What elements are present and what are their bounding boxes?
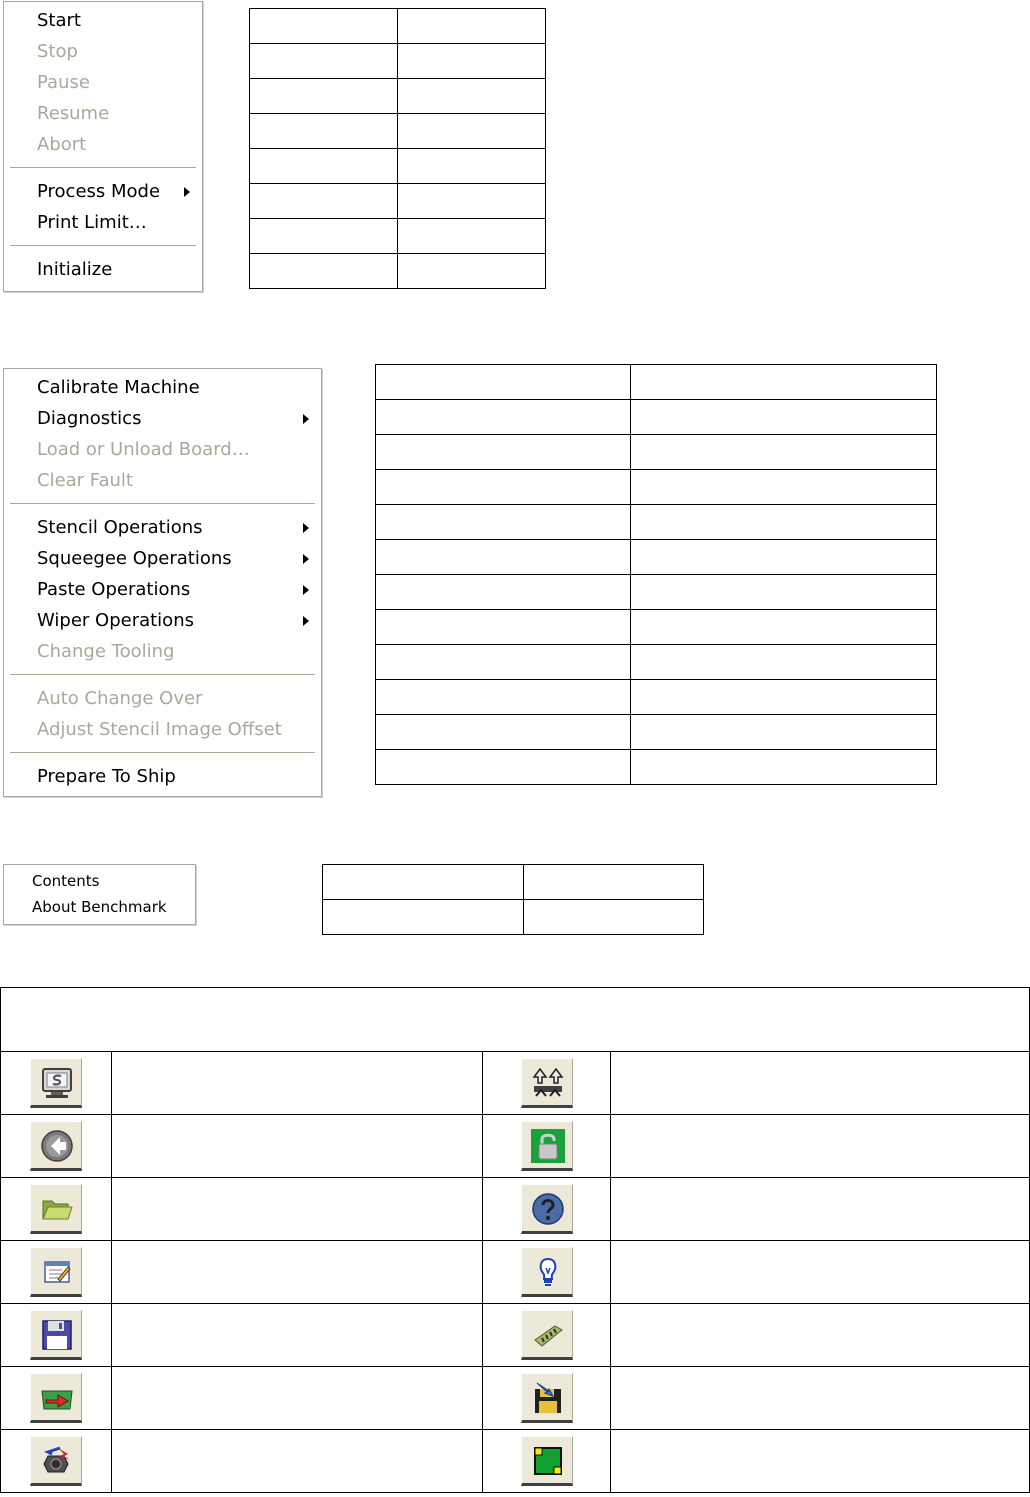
table-row bbox=[250, 44, 546, 79]
table-cell bbox=[376, 505, 631, 540]
table-row bbox=[250, 219, 546, 254]
table-row bbox=[376, 610, 937, 645]
table-row bbox=[250, 254, 546, 289]
table-row bbox=[376, 715, 937, 750]
padlock-icon[interactable] bbox=[521, 1121, 573, 1171]
icon-cell bbox=[483, 1367, 611, 1430]
open-folder-icon[interactable] bbox=[30, 1184, 82, 1234]
table-cell bbox=[250, 184, 398, 219]
table-row bbox=[1, 1241, 1030, 1304]
menu-item-label: Stencil Operations bbox=[37, 517, 203, 538]
menu-item-load-unload-board[interactable]: Load or Unload Board… bbox=[37, 439, 250, 460]
menu-item-contents[interactable]: Contents bbox=[32, 872, 100, 890]
description-cell bbox=[611, 1304, 1030, 1367]
table-cell bbox=[631, 505, 937, 540]
menu-separator bbox=[4, 667, 321, 683]
floppy-save-icon[interactable] bbox=[30, 1310, 82, 1360]
table-cell bbox=[376, 680, 631, 715]
board-select-icon[interactable] bbox=[521, 1436, 573, 1486]
lift-arrows-icon[interactable] bbox=[521, 1058, 573, 1108]
menu-item-clear-fault[interactable]: Clear Fault bbox=[37, 470, 133, 491]
table-cell bbox=[376, 400, 631, 435]
table-cell bbox=[631, 470, 937, 505]
description-cell bbox=[112, 1304, 483, 1367]
table-row bbox=[376, 750, 937, 785]
menu-item-diagnostics[interactable] bbox=[4, 403, 321, 434]
menu-item-process-mode[interactable] bbox=[4, 176, 202, 207]
table-row bbox=[1, 1115, 1030, 1178]
table-cell bbox=[250, 149, 398, 184]
menu-separator bbox=[4, 160, 202, 176]
table-cell bbox=[376, 750, 631, 785]
table-cell bbox=[376, 575, 631, 610]
menu-item-resume[interactable]: Resume bbox=[37, 103, 110, 124]
icon-cell bbox=[1, 1430, 112, 1493]
table-row bbox=[1, 1430, 1030, 1493]
submenu-arrow-icon bbox=[303, 585, 309, 595]
monitor-icon[interactable] bbox=[30, 1058, 82, 1108]
menu-item-label: Wiper Operations bbox=[37, 610, 194, 631]
table-row bbox=[376, 400, 937, 435]
table-cell bbox=[398, 114, 546, 149]
table-row bbox=[376, 505, 937, 540]
submenu-arrow-icon bbox=[303, 523, 309, 533]
table-cell bbox=[376, 610, 631, 645]
table-cell bbox=[631, 610, 937, 645]
toolbar-icon-table bbox=[0, 987, 1030, 1493]
icon-cell bbox=[1, 1052, 112, 1115]
lightbulb-icon[interactable] bbox=[521, 1247, 573, 1297]
icon-cell bbox=[1, 1178, 112, 1241]
menu-item-label: Squeegee Operations bbox=[37, 548, 232, 569]
table-cell bbox=[250, 44, 398, 79]
table-cell bbox=[398, 254, 546, 289]
icon-cell bbox=[483, 1178, 611, 1241]
table-cell bbox=[398, 44, 546, 79]
menu-item-prepare-to-ship[interactable]: Prepare To Ship bbox=[37, 766, 176, 787]
table-row bbox=[376, 470, 937, 505]
table-cell bbox=[398, 149, 546, 184]
table-row bbox=[250, 114, 546, 149]
notepad-icon[interactable] bbox=[30, 1247, 82, 1297]
table-cell bbox=[250, 79, 398, 114]
table-row bbox=[376, 680, 937, 715]
icon-cell bbox=[483, 1241, 611, 1304]
table-cell bbox=[250, 9, 398, 44]
table-cell bbox=[376, 365, 631, 400]
help-question-icon[interactable] bbox=[521, 1184, 573, 1234]
table-row bbox=[376, 365, 937, 400]
table-cell bbox=[250, 254, 398, 289]
table-row bbox=[250, 149, 546, 184]
menu-item-pause[interactable]: Pause bbox=[37, 72, 90, 93]
table-cell bbox=[376, 470, 631, 505]
menu-item-abort[interactable]: Abort bbox=[37, 134, 87, 155]
description-cell bbox=[611, 1241, 1030, 1304]
back-arrow-icon[interactable] bbox=[30, 1121, 82, 1171]
table-row bbox=[1, 1178, 1030, 1241]
table-cell bbox=[376, 715, 631, 750]
table-cell bbox=[631, 540, 937, 575]
menu-item-stop[interactable]: Stop bbox=[37, 41, 78, 62]
table-row bbox=[1, 1304, 1030, 1367]
description-cell bbox=[611, 1052, 1030, 1115]
table-cell bbox=[631, 715, 937, 750]
help-table bbox=[322, 864, 704, 935]
icon-cell bbox=[483, 1304, 611, 1367]
table-cell bbox=[631, 680, 937, 715]
icon-cell bbox=[483, 1115, 611, 1178]
table-cell bbox=[398, 219, 546, 254]
menu-item-about-benchmark[interactable]: About Benchmark bbox=[32, 898, 167, 916]
menu-separator bbox=[4, 745, 321, 761]
description-cell bbox=[112, 1052, 483, 1115]
table-row bbox=[1, 1367, 1030, 1430]
menu-item-wiper-operations[interactable] bbox=[4, 605, 321, 636]
menu-item-adjust-stencil-image-offset[interactable]: Adjust Stencil Image Offset bbox=[37, 719, 282, 740]
table-cell bbox=[631, 750, 937, 785]
menu-item-stencil-operations[interactable] bbox=[4, 512, 321, 543]
menu-item-calibrate-machine[interactable]: Calibrate Machine bbox=[37, 377, 200, 398]
submenu-arrow-icon bbox=[303, 414, 309, 424]
menu-item-change-tooling[interactable]: Change Tooling bbox=[37, 641, 175, 662]
table-cell bbox=[376, 645, 631, 680]
table-header-row bbox=[1, 988, 1030, 1052]
table-cell bbox=[524, 900, 704, 935]
description-cell bbox=[611, 1178, 1030, 1241]
table-cell bbox=[323, 900, 524, 935]
table-cell bbox=[631, 435, 937, 470]
description-cell bbox=[112, 1178, 483, 1241]
stencil-icon[interactable] bbox=[521, 1310, 573, 1360]
table-cell bbox=[398, 184, 546, 219]
table-row bbox=[250, 9, 546, 44]
table-row bbox=[376, 435, 937, 470]
process-menu bbox=[3, 1, 203, 292]
icon-cell bbox=[483, 1430, 611, 1493]
menu-item-squeegee-operations[interactable] bbox=[4, 543, 321, 574]
table-cell bbox=[631, 365, 937, 400]
description-cell bbox=[112, 1115, 483, 1178]
description-cell bbox=[112, 1430, 483, 1493]
menu-item-auto-change-over[interactable]: Auto Change Over bbox=[37, 688, 203, 709]
submenu-arrow-icon bbox=[303, 554, 309, 564]
table-cell bbox=[250, 219, 398, 254]
system-menu bbox=[3, 368, 322, 797]
menu-item-start[interactable]: Start bbox=[37, 10, 81, 31]
table-header-cell bbox=[1, 988, 1030, 1052]
icon-cell bbox=[483, 1052, 611, 1115]
table-cell bbox=[631, 645, 937, 680]
process-table bbox=[249, 8, 546, 289]
description-cell bbox=[611, 1430, 1030, 1493]
table-cell bbox=[376, 435, 631, 470]
menu-item-paste-operations[interactable] bbox=[4, 574, 321, 605]
save-as-icon[interactable] bbox=[521, 1373, 573, 1423]
menu-separator bbox=[4, 496, 321, 512]
table-cell bbox=[323, 865, 524, 900]
menu-item-label: Diagnostics bbox=[37, 408, 142, 429]
description-cell bbox=[611, 1367, 1030, 1430]
table-cell bbox=[376, 540, 631, 575]
description-cell bbox=[611, 1115, 1030, 1178]
table-cell bbox=[631, 575, 937, 610]
submenu-arrow-icon bbox=[184, 187, 190, 197]
table-cell bbox=[250, 114, 398, 149]
board-transfer-icon[interactable] bbox=[30, 1373, 82, 1423]
table-row bbox=[376, 645, 937, 680]
description-cell bbox=[112, 1367, 483, 1430]
table-row bbox=[376, 540, 937, 575]
table-row bbox=[250, 79, 546, 114]
table-row bbox=[376, 575, 937, 610]
table-cell bbox=[631, 400, 937, 435]
menu-item-print-limit[interactable]: Print Limit… bbox=[37, 212, 147, 233]
icon-cell bbox=[1, 1367, 112, 1430]
system-table bbox=[375, 364, 937, 785]
menu-item-initialize[interactable]: Initialize bbox=[37, 259, 113, 280]
table-row bbox=[1, 1052, 1030, 1115]
submenu-arrow-icon bbox=[303, 616, 309, 626]
camera-icon[interactable] bbox=[30, 1436, 82, 1486]
menu-item-label: Process Mode bbox=[37, 181, 161, 202]
table-cell bbox=[398, 79, 546, 114]
table-row bbox=[323, 900, 704, 935]
icon-cell bbox=[1, 1241, 112, 1304]
table-cell bbox=[524, 865, 704, 900]
menu-separator bbox=[4, 238, 202, 254]
table-cell bbox=[398, 9, 546, 44]
icon-cell bbox=[1, 1304, 112, 1367]
table-row bbox=[323, 865, 704, 900]
icon-cell bbox=[1, 1115, 112, 1178]
menu-item-label: Paste Operations bbox=[37, 579, 191, 600]
help-menu bbox=[3, 864, 196, 925]
description-cell bbox=[112, 1241, 483, 1304]
table-row bbox=[250, 184, 546, 219]
